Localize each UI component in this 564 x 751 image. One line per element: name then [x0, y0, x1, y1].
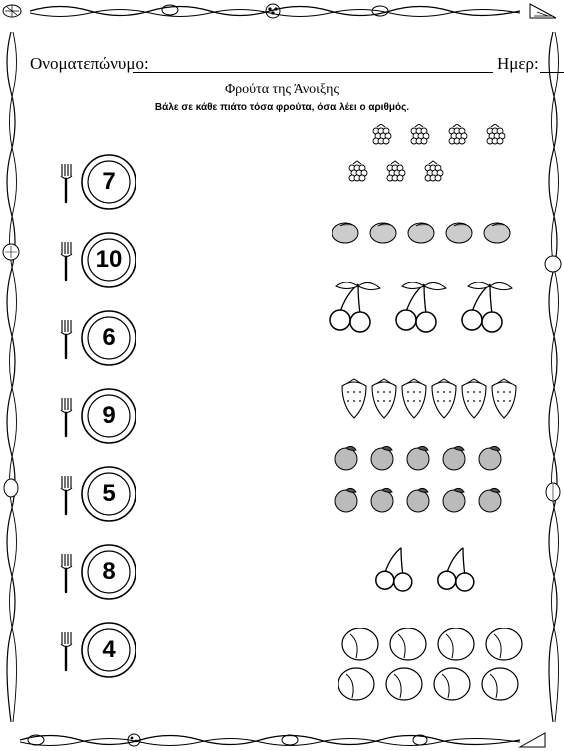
raspberry-icon — [425, 161, 443, 181]
orange-icon — [371, 488, 393, 512]
orange-icon — [443, 446, 465, 470]
raspberry-icon — [373, 124, 391, 144]
plum-icon — [342, 628, 378, 660]
strawberry-icon — [372, 379, 396, 418]
instruction-text: Βάλε σε κάθε πιάτο τόσα φρούτα, όσα λέει ο αριθμός. — [154, 102, 410, 113]
fruit-row-4 — [340, 378, 520, 428]
fork-icon — [61, 476, 72, 514]
cherries-icon — [376, 548, 412, 591]
worksheet-title: Φρούτα της Άνοιξης — [224, 82, 340, 97]
raspberry-icon — [487, 124, 505, 144]
fork-icon — [61, 632, 72, 670]
plum-icon — [338, 668, 374, 700]
fruit-row-6 — [374, 546, 494, 606]
strawberry-icon — [402, 379, 426, 418]
cherries-icon — [396, 282, 446, 332]
fork-icon — [61, 554, 72, 592]
orange-icon — [407, 488, 429, 512]
plate-7[interactable] — [56, 618, 136, 682]
decorative-border-right — [542, 22, 564, 729]
raspberry-icon — [449, 124, 467, 144]
plate-2[interactable] — [56, 228, 136, 292]
plum-icon — [482, 668, 518, 700]
orange-icon — [479, 446, 501, 470]
name-field[interactable] — [133, 72, 493, 73]
name-label: Ονοματεπώνυμο: — [30, 54, 149, 73]
cherries-icon — [438, 548, 474, 591]
plate-number: 5 — [102, 480, 116, 507]
decorative-border-bottom — [0, 729, 564, 751]
strawberry-icon — [432, 379, 456, 418]
plum-icon — [434, 668, 470, 700]
fork-icon — [61, 320, 72, 358]
plate-number: 10 — [95, 246, 123, 273]
apricot-icon — [408, 223, 434, 243]
orange-icon — [335, 488, 357, 512]
orange-icon — [407, 446, 429, 470]
plum-icon — [486, 628, 522, 660]
plate-1[interactable] — [56, 150, 136, 214]
decorative-border-left — [0, 22, 22, 729]
raspberry-icon — [349, 161, 367, 181]
strawberry-icon — [492, 379, 516, 418]
plate-4[interactable] — [56, 384, 136, 448]
plate-number: 4 — [102, 636, 116, 663]
plum-icon — [390, 628, 426, 660]
plate-number: 9 — [102, 402, 116, 429]
plate-number: 8 — [102, 558, 116, 585]
orange-icon — [335, 446, 357, 470]
plate-5[interactable] — [56, 462, 136, 526]
fork-icon — [61, 242, 72, 280]
fruit-row-5 — [334, 446, 514, 526]
fruit-row-3 — [328, 282, 528, 358]
plate-number: 6 — [102, 324, 116, 351]
strawberry-icon — [462, 379, 486, 418]
apricot-icon — [446, 223, 472, 243]
fork-icon — [61, 164, 72, 202]
strawberry-icon — [342, 379, 366, 418]
orange-icon — [479, 488, 501, 512]
decorative-border-top — [0, 0, 564, 22]
plate-number: 7 — [102, 168, 116, 195]
fruit-row-1 — [345, 124, 511, 210]
raspberry-icon — [411, 124, 429, 144]
plate-3[interactable] — [56, 306, 136, 370]
cherries-icon — [330, 282, 380, 332]
apricot-icon — [332, 223, 358, 243]
plate-6[interactable] — [56, 540, 136, 604]
fruit-row-2 — [332, 220, 522, 256]
cherries-icon — [462, 282, 512, 332]
raspberry-icon — [387, 161, 405, 181]
apricot-icon — [484, 223, 510, 243]
worksheet-header — [30, 54, 540, 78]
plum-icon — [438, 628, 474, 660]
fork-icon — [61, 398, 72, 436]
orange-icon — [443, 488, 465, 512]
date-label: Ημερ: — [497, 54, 539, 73]
date-field[interactable] — [540, 72, 564, 73]
plum-icon — [386, 668, 422, 700]
orange-icon — [371, 446, 393, 470]
apricot-icon — [370, 223, 396, 243]
fruit-row-7 — [338, 628, 528, 708]
